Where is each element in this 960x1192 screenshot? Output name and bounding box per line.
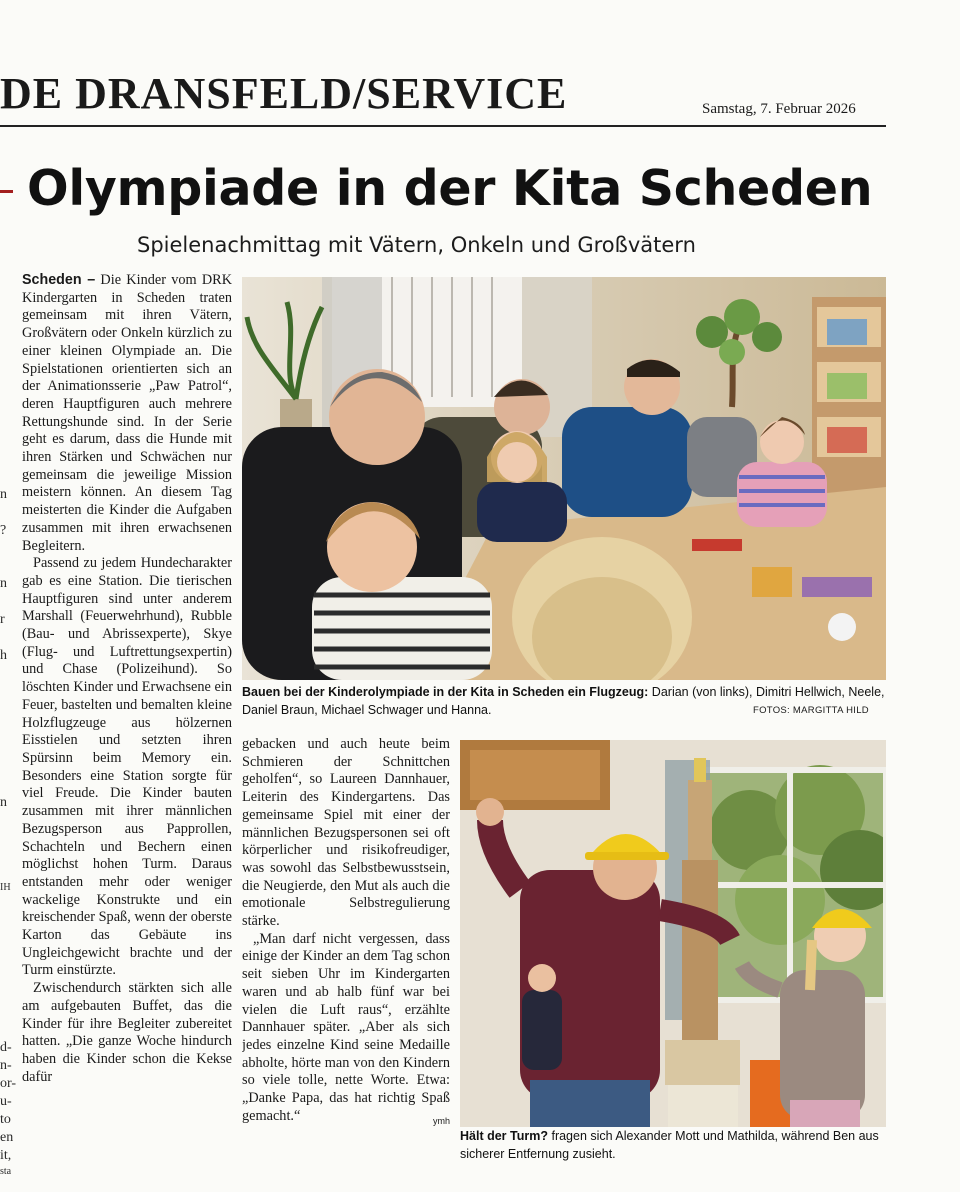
photo-2-caption-lead: Hält der Turm? [460, 1129, 548, 1143]
headline: Olympiade in der Kita Scheden [27, 160, 873, 217]
photo-tower-building [460, 740, 886, 1127]
paragraph-4 [242, 931, 450, 1126]
edge-fragment: n- [0, 1058, 12, 1073]
edge-fragment: sta [0, 1166, 12, 1177]
photo-2-caption-text: fragen sich Alexander Mott und Mathilda, während Ben aus sicherer Entfernung zusieht. [460, 1129, 879, 1161]
paragraph-4-text: „Man darf nicht vergessen, dass einige der Kinder an dem Tag schon seit sieben Uhr im Kindergarten waren und ab halb fünf war bei vielen die Luft raus“, erzählte Dannhauer später. „Aber als sich jedes einzelne Kind seine Medaille abholte, hörte man von den Kindern so viele tolle, nette Worte. Etwa: „Danke Papa, das hat richtig Spaß gemacht.“ [242, 930, 450, 1124]
edge-fragment: d- [0, 1040, 12, 1055]
edge-fragment: n [0, 795, 7, 810]
edge-fragment: to [0, 1112, 11, 1127]
edge-fragment: h [0, 648, 7, 663]
paragraph-3: Zwischendurch stärkten sich alle am aufgebauten Buffet, das die Kinder für ihre Begleiter zubereitet hatten. „Die ganze Woche hindurch haben die Kinder schon die Kekse dafür [22, 980, 232, 1085]
dateline: Scheden – [22, 272, 96, 288]
edge-fragment: ? [0, 523, 7, 538]
issue-date: Samstag, 7. Februar 2026 [702, 101, 856, 117]
paragraph-1-text: Die Kinder vom DRK Kindergarten in Scheden traten gemeinsam mit ihren Vätern, Großvätern oder Onkeln kürzlich zu einer kleinen Olympiade an. Die Spielstationen orientierten sich an der Animationsserie „Paw Patrol“, deren Hauptfiguren auch mehrere Rettungshunde sind. In der Serie geht es darum, dass die Hunde mit ihren Stärken und Schwächen nur gemeinsam die jeweilige Mission meistern können. An diesem Tag meisterten die Kinder die Aufgaben zusammen mit ihren erwachsenen Begleitern. [22, 272, 232, 554]
photo-credit: FOTOS: MARGITTA HILD [753, 705, 869, 716]
edge-fragment: n [0, 487, 7, 502]
edge-fragment: it, [0, 1148, 12, 1163]
edge-fragment: en [0, 1130, 14, 1145]
edge-fragment: n [0, 576, 7, 591]
author-signature: ymh [432, 1115, 450, 1126]
edge-fragment: IH [0, 882, 11, 893]
subheadline: Spielenachmittag mit Vätern, Onkeln und Großvätern [137, 233, 696, 257]
paragraph-1 [22, 272, 232, 555]
photo-1-caption-text: Darian (von links), Dimitri Hellwich, Neele, Daniel Braun, Michael Schwager und Hanna. [242, 685, 885, 717]
photo-2-illustration [460, 740, 886, 1127]
section-title: DE DRANSFELD/SERVICE [0, 69, 568, 118]
photo-1-illustration [242, 277, 886, 680]
article-column-1 [22, 272, 232, 1167]
headline-dash [0, 190, 13, 193]
article-column-2 [242, 736, 450, 1167]
paragraph-2: Passend zu jedem Hundecharakter gab es eine Station. Die tierischen Hauptfiguren sind unter anderem Marshall (Feuerwehrhund), Rubble (Bau- und Abrissexperte), Skye (Flug- und Luftrettungsexpertin) und Chase (Polizeihund). So löschten Kinder und Erwachsene ein Feuer, bastelten und bemalten kleine Holzflugzeuge aus hölzernen Eisstielen und setzten ihren Spürsinn beim Memory ein. Besonders eine Station sorgte für viel Freude. Die Kinder bauten zusammen mit ihrer männlichen Bezugsperson aus Papprollen, Schachteln und Bechern einen möglichst hohen Turm. Daraus entstanden mehr oder weniger wackelige Konstrukte und ein kreischender Spaß, wenn der oberste Karton das Gebäute ins Ungleichgewicht brachte und der Turm einstürzte. [22, 555, 232, 979]
photo-kids-building-airplane [242, 277, 886, 680]
paragraph-3-continued: gebacken und auch heute beim Schmieren der Schnittchen geholfen“, so Laureen Dannhauer, Leiterin des Kindergartens. Das gemeinsame Spiel mit einer der männlichen Bezugspersonen sei oft körperlicher und risikofreudiger, was sowohl das Selbstbewusstsein, die Neugierde, den Mut als auch die emotionale Selbstregulierung stärke. [242, 736, 450, 930]
header-rule [0, 125, 886, 127]
photo-1-caption-lead: Bauen bei der Kinderolympiade in der Kita in Scheden ein Flugzeug: [242, 685, 649, 699]
edge-fragment: r [0, 612, 5, 627]
edge-fragment: u- [0, 1094, 12, 1109]
photo-2-caption [460, 1128, 900, 1163]
edge-fragment: or- [0, 1076, 17, 1091]
